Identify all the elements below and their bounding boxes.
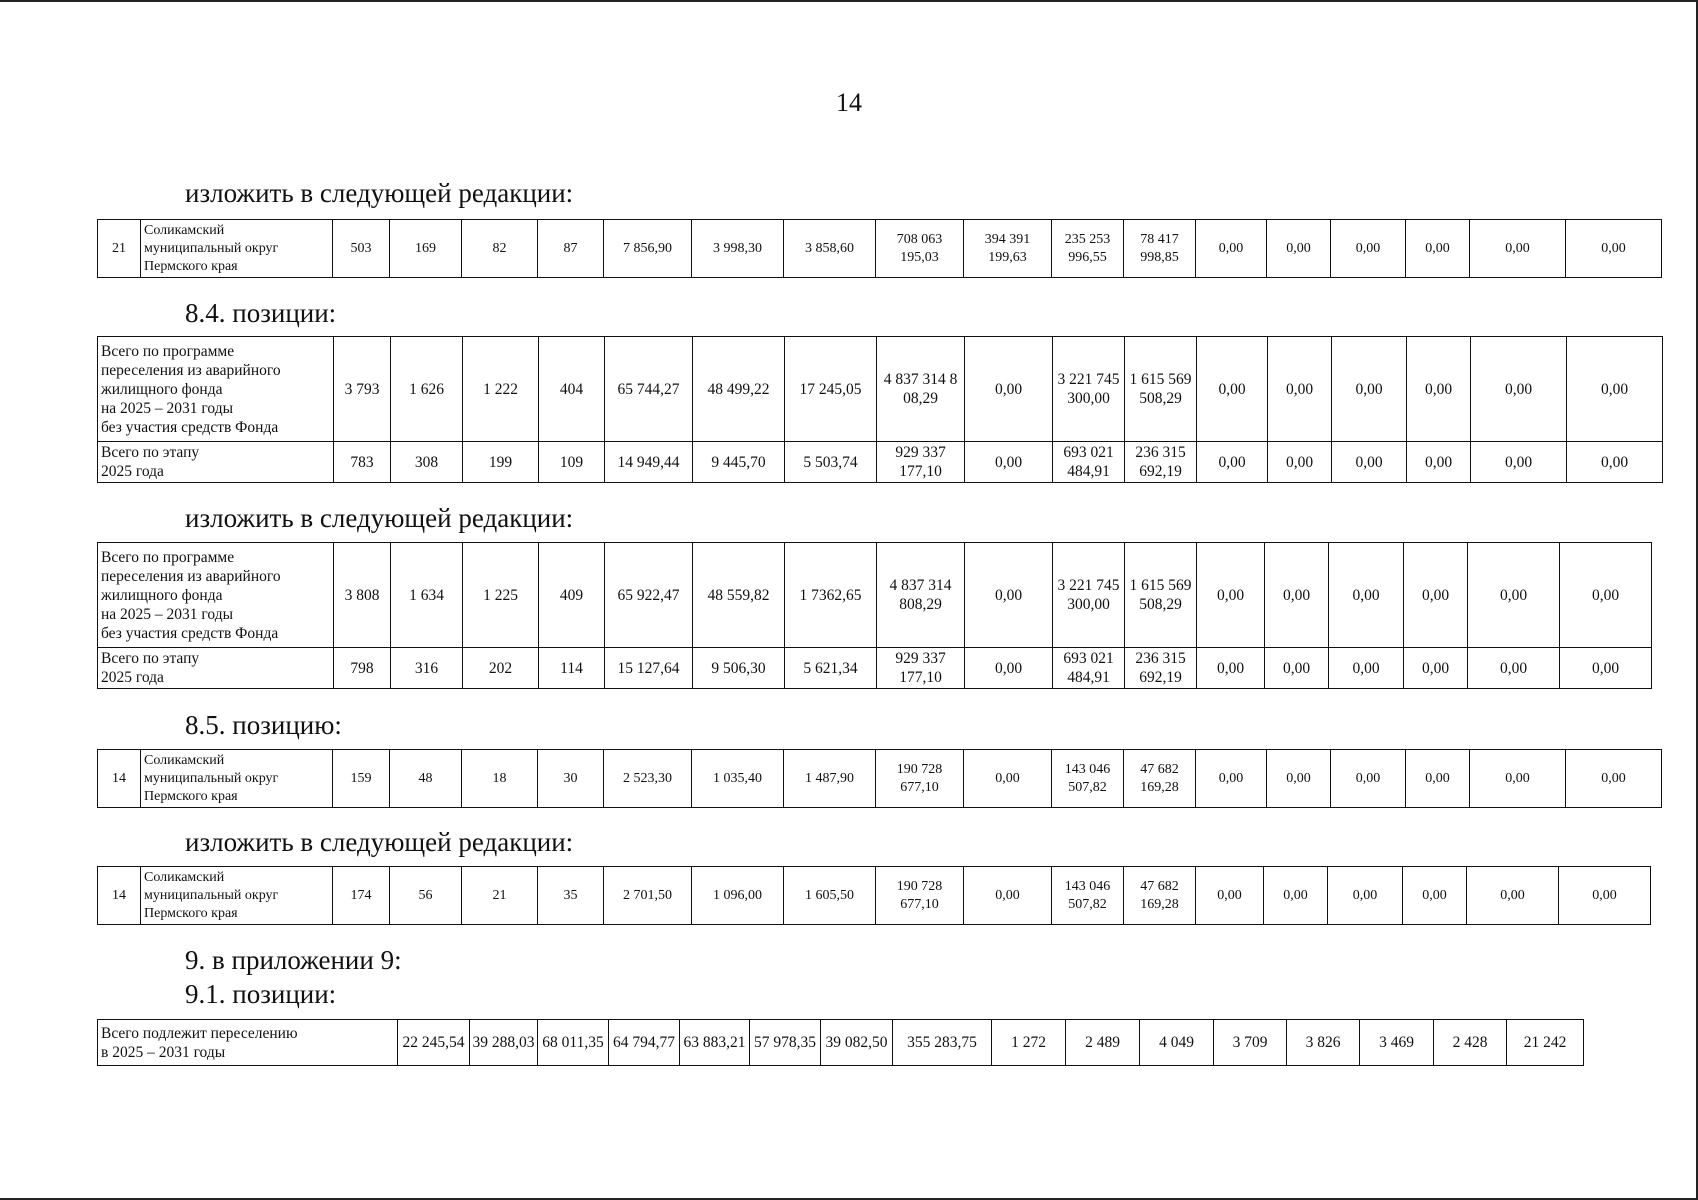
- value-cell: 0,00: [1329, 543, 1404, 648]
- row-label-line: Всего подлежит переселению: [101, 1024, 298, 1042]
- row-label-line: муниципальный округ: [144, 887, 279, 903]
- value-cell: 0,00: [1470, 220, 1566, 278]
- row-label-line: Пермского края: [144, 258, 238, 274]
- value-cell: 1 605,50: [784, 867, 876, 925]
- value-cell: 1 225: [463, 543, 539, 648]
- value-cell: 22 245,54: [398, 1020, 470, 1066]
- table-row: [98, 750, 1662, 808]
- value-cell: 0,00: [1196, 750, 1267, 808]
- value-cell: 174: [333, 867, 390, 925]
- value-cell: 0,00: [964, 750, 1052, 808]
- value-cell: 0,00: [1404, 543, 1468, 648]
- row-label-line: Соликамский: [144, 222, 225, 238]
- heading-8-4: 8.4. позиции:: [185, 298, 337, 328]
- value-cell: 1 626: [391, 337, 463, 442]
- row-label-line: 2025 года: [101, 669, 164, 686]
- row-number-cell: 14: [98, 750, 141, 808]
- heading-new-wording-1: изложить в следующей редакции:: [185, 178, 574, 208]
- row-label-line: жилищного фонда: [101, 380, 223, 398]
- value-cell: 9 506,30: [693, 648, 785, 689]
- table-8-4-old: [97, 336, 1663, 483]
- value-cell: 0,00: [1197, 442, 1268, 483]
- row-label-cell: [98, 337, 334, 442]
- value-cell: 783: [334, 442, 391, 483]
- value-cell: 0,00: [1331, 750, 1406, 808]
- value-cell: 21: [462, 867, 538, 925]
- heading-new-wording-3: изложить в следующей редакции:: [185, 827, 574, 857]
- table-row: [98, 337, 1663, 442]
- value-cell: 0,00: [1331, 220, 1406, 278]
- value-cell: 1 7362,65: [785, 543, 877, 648]
- value-cell: 0,00: [1471, 337, 1567, 442]
- value-cell: 0,00: [965, 543, 1053, 648]
- value-cell: 0,00: [1406, 220, 1470, 278]
- table-8-5-new: [97, 866, 1651, 925]
- value-cell: 3 826: [1287, 1020, 1360, 1066]
- value-cell: 18: [462, 750, 538, 808]
- value-cell: 39 082,50: [821, 1020, 893, 1066]
- heading-new-wording-2: изложить в следующей редакции:: [185, 503, 574, 533]
- table-9-1: [97, 1019, 1584, 1066]
- value-cell: 143 046 507,82: [1052, 750, 1124, 808]
- value-cell: 404: [539, 337, 605, 442]
- value-cell: 0,00: [1567, 442, 1663, 483]
- value-cell: 0,00: [965, 337, 1053, 442]
- value-cell: 308: [391, 442, 463, 483]
- value-cell: 143 046 507,82: [1052, 867, 1124, 925]
- value-cell: 17 245,05: [785, 337, 877, 442]
- value-cell: 21 242: [1507, 1020, 1584, 1066]
- value-cell: 0,00: [1196, 220, 1267, 278]
- value-cell: 0,00: [1265, 648, 1329, 689]
- heading-9-1: 9.1. позиции:: [185, 979, 337, 1009]
- value-cell: 4 049: [1140, 1020, 1214, 1066]
- value-cell: 0,00: [1560, 543, 1652, 648]
- value-cell: 7 856,90: [604, 220, 692, 278]
- row-label-cell: [141, 867, 333, 925]
- row-label-line: Всего по этапу: [101, 650, 200, 667]
- value-cell: 0,00: [1560, 648, 1652, 689]
- value-cell: 0,00: [1468, 543, 1560, 648]
- row-number-cell: 21: [98, 220, 141, 278]
- row-label-line: в 2025 – 2031 годы: [101, 1043, 226, 1061]
- value-cell: 3 221 745 300,00: [1053, 337, 1125, 442]
- heading-8-5: 8.5. позицию:: [185, 710, 342, 740]
- value-cell: 0,00: [1559, 867, 1651, 925]
- value-cell: 0,00: [1265, 543, 1329, 648]
- row-label-cell: [98, 543, 334, 648]
- value-cell: 169: [390, 220, 462, 278]
- value-cell: 0,00: [1197, 337, 1268, 442]
- table-8-4-new: [97, 542, 1652, 689]
- value-cell: 159: [333, 750, 390, 808]
- scan-edge-top: [0, 0, 1698, 2]
- value-cell: 355 283,75: [893, 1020, 992, 1066]
- page-number: 14: [836, 88, 862, 117]
- value-cell: 9 445,70: [693, 442, 785, 483]
- value-cell: 409: [539, 543, 605, 648]
- value-cell: 2 523,30: [604, 750, 692, 808]
- row-label-line: без участия средств Фонда: [101, 418, 279, 436]
- row-label-cell: [98, 1020, 398, 1066]
- table-row: [98, 1020, 1584, 1066]
- value-cell: 114: [539, 648, 605, 689]
- value-cell: 190 728 677,10: [876, 867, 964, 925]
- value-cell: 236 315 692,19: [1125, 442, 1197, 483]
- value-cell: 56: [390, 867, 462, 925]
- row-label-line: на 2025 – 2031 годы: [101, 399, 233, 417]
- value-cell: 0,00: [1196, 867, 1264, 925]
- value-cell: 65 922,47: [605, 543, 693, 648]
- value-cell: 190 728 677,10: [876, 750, 964, 808]
- value-cell: 0,00: [965, 648, 1053, 689]
- value-cell: 236 315 692,19: [1125, 648, 1197, 689]
- table-row: [98, 648, 1652, 689]
- value-cell: 0,00: [1264, 867, 1328, 925]
- value-cell: 1 615 569 508,29: [1125, 543, 1197, 648]
- value-cell: 1 634: [391, 543, 463, 648]
- value-cell: 0,00: [1566, 220, 1662, 278]
- value-cell: 0,00: [1468, 648, 1560, 689]
- value-cell: 2 428: [1434, 1020, 1507, 1066]
- value-cell: 0,00: [1332, 442, 1407, 483]
- table-row: [98, 220, 1662, 278]
- value-cell: 0,00: [1197, 648, 1265, 689]
- value-cell: 57 978,35: [750, 1020, 821, 1066]
- value-cell: 0,00: [964, 867, 1052, 925]
- row-label-line: Пермского края: [144, 788, 238, 804]
- value-cell: 0,00: [1268, 442, 1332, 483]
- value-cell: 1 222: [463, 337, 539, 442]
- value-cell: 0,00: [1197, 543, 1265, 648]
- table-soli-21-new: [97, 219, 1662, 278]
- value-cell: 0,00: [1470, 750, 1566, 808]
- row-label-line: Всего по программе: [101, 342, 235, 360]
- row-label-cell: [98, 648, 334, 689]
- value-cell: 65 744,27: [605, 337, 693, 442]
- value-cell: 63 883,21: [680, 1020, 750, 1066]
- row-label-line: Соликамский: [144, 869, 225, 885]
- value-cell: 3 709: [1214, 1020, 1287, 1066]
- value-cell: 0,00: [1267, 220, 1331, 278]
- value-cell: 14 949,44: [605, 442, 693, 483]
- table-row: [98, 543, 1652, 648]
- value-cell: 1 035,40: [692, 750, 784, 808]
- value-cell: 199: [463, 442, 539, 483]
- row-label-line: Всего по этапу: [101, 444, 200, 461]
- value-cell: 48: [390, 750, 462, 808]
- row-label-line: 2025 года: [101, 463, 164, 480]
- row-label-line: без участия средств Фонда: [101, 624, 279, 642]
- value-cell: 0,00: [965, 442, 1053, 483]
- row-number-cell: 14: [98, 867, 141, 925]
- value-cell: 39 288,03: [470, 1020, 538, 1066]
- value-cell: 4 837 314 808,29: [877, 543, 965, 648]
- row-label-line: переселения из аварийного: [101, 567, 281, 585]
- value-cell: 3 221 745 300,00: [1053, 543, 1125, 648]
- value-cell: 48 499,22: [693, 337, 785, 442]
- value-cell: 3 858,60: [784, 220, 876, 278]
- value-cell: 3 793: [334, 337, 391, 442]
- value-cell: 0,00: [1406, 750, 1470, 808]
- row-label-line: переселения из аварийного: [101, 361, 281, 379]
- table-row: [98, 442, 1663, 483]
- value-cell: 87: [538, 220, 604, 278]
- value-cell: 394 391 199,63: [964, 220, 1052, 278]
- value-cell: 0,00: [1403, 867, 1467, 925]
- value-cell: 798: [334, 648, 391, 689]
- value-cell: 109: [539, 442, 605, 483]
- value-cell: 929 337 177,10: [877, 648, 965, 689]
- value-cell: 3 808: [334, 543, 391, 648]
- value-cell: 316: [391, 648, 463, 689]
- row-label-line: Всего по программе: [101, 548, 235, 566]
- row-label-line: на 2025 – 2031 годы: [101, 605, 233, 623]
- row-label-cell: [141, 750, 333, 808]
- value-cell: 2 489: [1066, 1020, 1140, 1066]
- table-row: [98, 867, 1651, 925]
- value-cell: 1 487,90: [784, 750, 876, 808]
- value-cell: 5 621,34: [785, 648, 877, 689]
- value-cell: 82: [462, 220, 538, 278]
- value-cell: 693 021 484,91: [1053, 648, 1125, 689]
- row-label-line: Соликамский: [144, 752, 225, 768]
- value-cell: 708 063 195,03: [876, 220, 964, 278]
- value-cell: 0,00: [1267, 750, 1331, 808]
- value-cell: 503: [333, 220, 390, 278]
- value-cell: 0,00: [1328, 867, 1403, 925]
- value-cell: 0,00: [1332, 337, 1407, 442]
- value-cell: 48 559,82: [693, 543, 785, 648]
- heading-9: 9. в приложении 9:: [185, 945, 402, 975]
- value-cell: 68 011,35: [538, 1020, 609, 1066]
- row-label-line: Пермского края: [144, 905, 238, 921]
- row-label-line: жилищного фонда: [101, 586, 223, 604]
- value-cell: 15 127,64: [605, 648, 693, 689]
- value-cell: 30: [538, 750, 604, 808]
- value-cell: 0,00: [1567, 337, 1663, 442]
- row-label-cell: [141, 220, 333, 278]
- row-label-line: муниципальный округ: [144, 240, 279, 256]
- value-cell: 0,00: [1407, 337, 1471, 442]
- value-cell: 0,00: [1471, 442, 1567, 483]
- value-cell: 235 253 996,55: [1052, 220, 1124, 278]
- value-cell: 1 272: [992, 1020, 1066, 1066]
- row-label-line: муниципальный округ: [144, 770, 279, 786]
- value-cell: 5 503,74: [785, 442, 877, 483]
- value-cell: 0,00: [1566, 750, 1662, 808]
- table-8-5-old: [97, 749, 1662, 808]
- value-cell: 693 021 484,91: [1053, 442, 1125, 483]
- value-cell: 0,00: [1268, 337, 1332, 442]
- value-cell: 35: [538, 867, 604, 925]
- value-cell: 202: [463, 648, 539, 689]
- value-cell: 78 417 998,85: [1124, 220, 1196, 278]
- value-cell: 3 998,30: [692, 220, 784, 278]
- value-cell: 1 615 569 508,29: [1125, 337, 1197, 442]
- value-cell: 929 337 177,10: [877, 442, 965, 483]
- value-cell: 4 837 314 8 08,29: [877, 337, 965, 442]
- value-cell: 47 682 169,28: [1124, 750, 1196, 808]
- value-cell: 0,00: [1467, 867, 1559, 925]
- value-cell: 0,00: [1404, 648, 1468, 689]
- value-cell: 64 794,77: [609, 1020, 680, 1066]
- value-cell: 0,00: [1329, 648, 1404, 689]
- value-cell: 47 682 169,28: [1124, 867, 1196, 925]
- value-cell: 1 096,00: [692, 867, 784, 925]
- value-cell: 2 701,50: [604, 867, 692, 925]
- value-cell: 3 469: [1360, 1020, 1434, 1066]
- value-cell: 0,00: [1407, 442, 1471, 483]
- row-label-cell: [98, 442, 334, 483]
